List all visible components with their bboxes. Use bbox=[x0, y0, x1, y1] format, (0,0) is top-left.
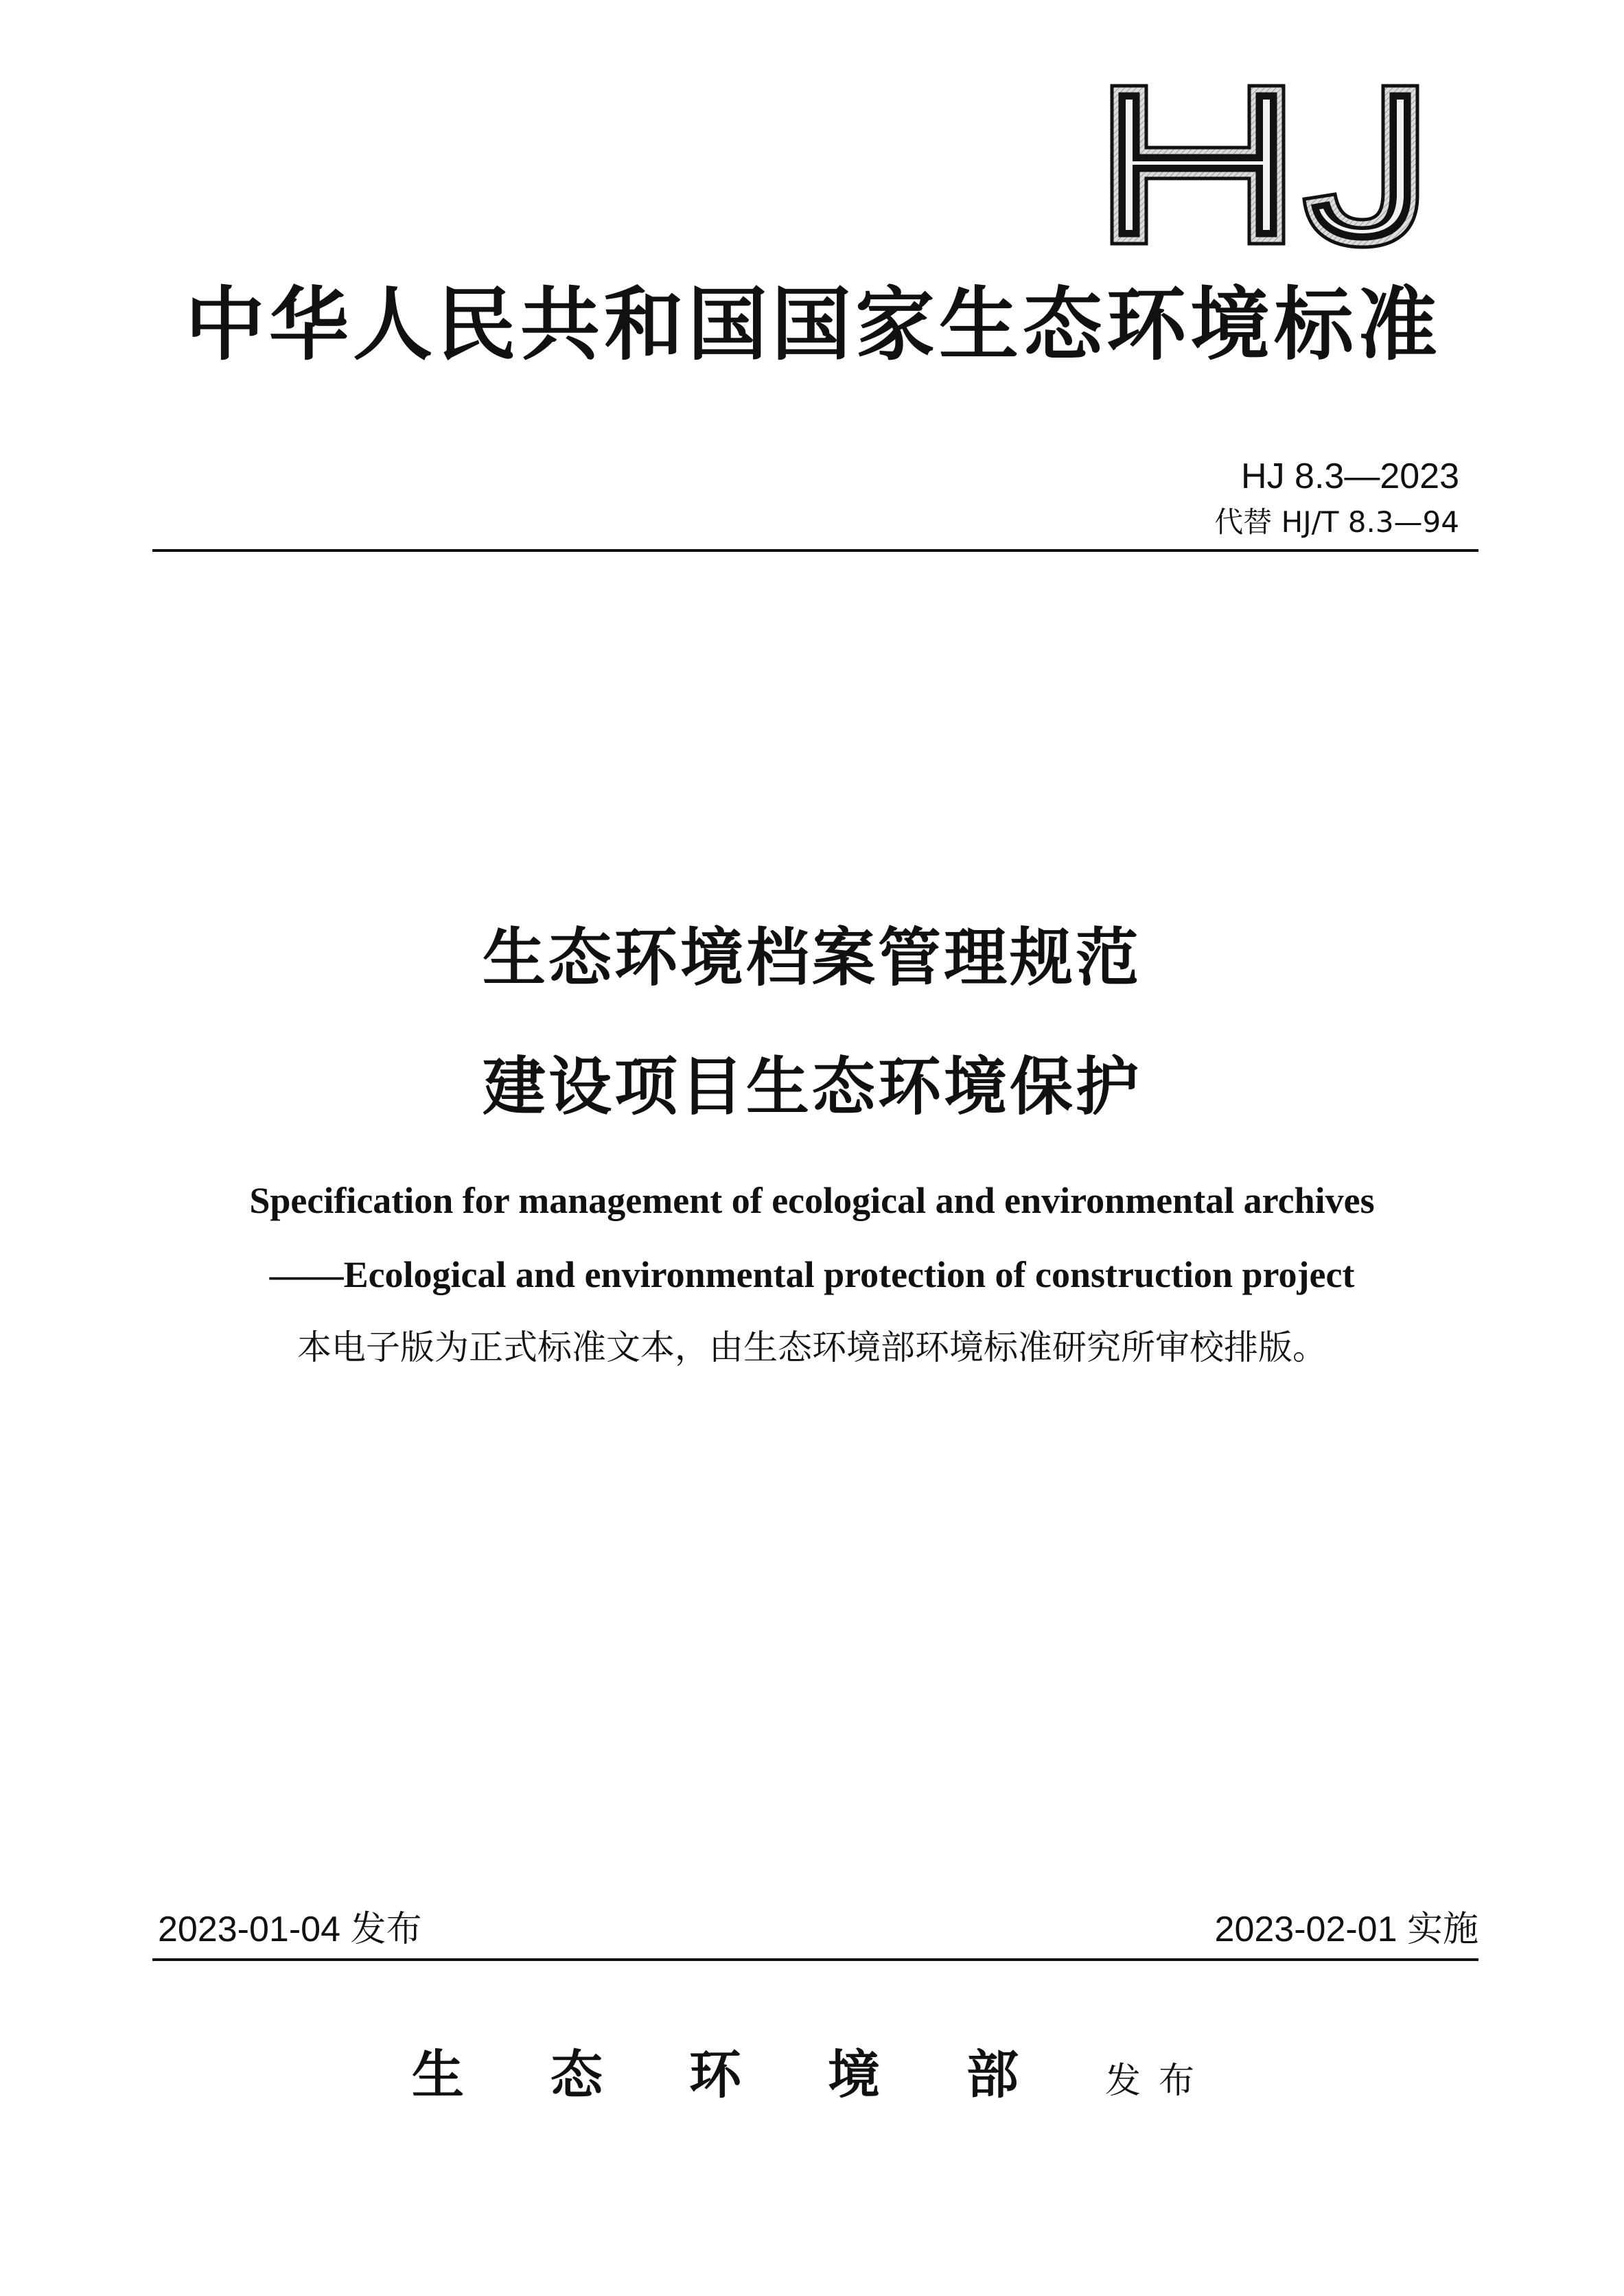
title-en-line1: Specification for management of ecological and environmental archives bbox=[249, 1180, 1375, 1221]
implement-label: 实施 bbox=[1406, 1909, 1478, 1950]
logo-letter-j bbox=[1304, 86, 1417, 247]
top-divider bbox=[152, 549, 1478, 552]
national-standard-heading: 中华人民共和国国家生态环境标准 bbox=[185, 278, 1441, 371]
publisher-block bbox=[0, 2044, 1624, 2105]
issue-date-block bbox=[158, 1909, 422, 1950]
logo-letter-h bbox=[1112, 86, 1284, 244]
publisher-suffix: 发布 bbox=[1104, 2061, 1212, 2102]
issue-date: 2023-01-04 bbox=[158, 1910, 340, 1949]
replaces-standard: 代替 HJ/T 8.3—94 bbox=[1214, 505, 1459, 539]
standard-number: HJ 8.3—2023 bbox=[1241, 456, 1459, 496]
publisher-name: 生态环境部 bbox=[411, 2044, 1105, 2105]
implement-date: 2023-02-01 bbox=[1214, 1910, 1397, 1949]
hj-logo bbox=[1098, 79, 1435, 251]
issue-label: 发布 bbox=[350, 1909, 422, 1950]
title-cn-line1: 生态环境档案管理规范 bbox=[482, 921, 1141, 995]
edition-note: 本电子版为正式标准文本，由生态环境部环境标准研究所审校排版。 bbox=[297, 1327, 1327, 1367]
bottom-divider bbox=[152, 1958, 1478, 1961]
title-cn-line2: 建设项目生态环境保护 bbox=[482, 1050, 1141, 1124]
implement-date-block bbox=[1214, 1909, 1478, 1950]
title-en-line2: ——Ecological and environmental protection of construction project bbox=[269, 1254, 1355, 1295]
